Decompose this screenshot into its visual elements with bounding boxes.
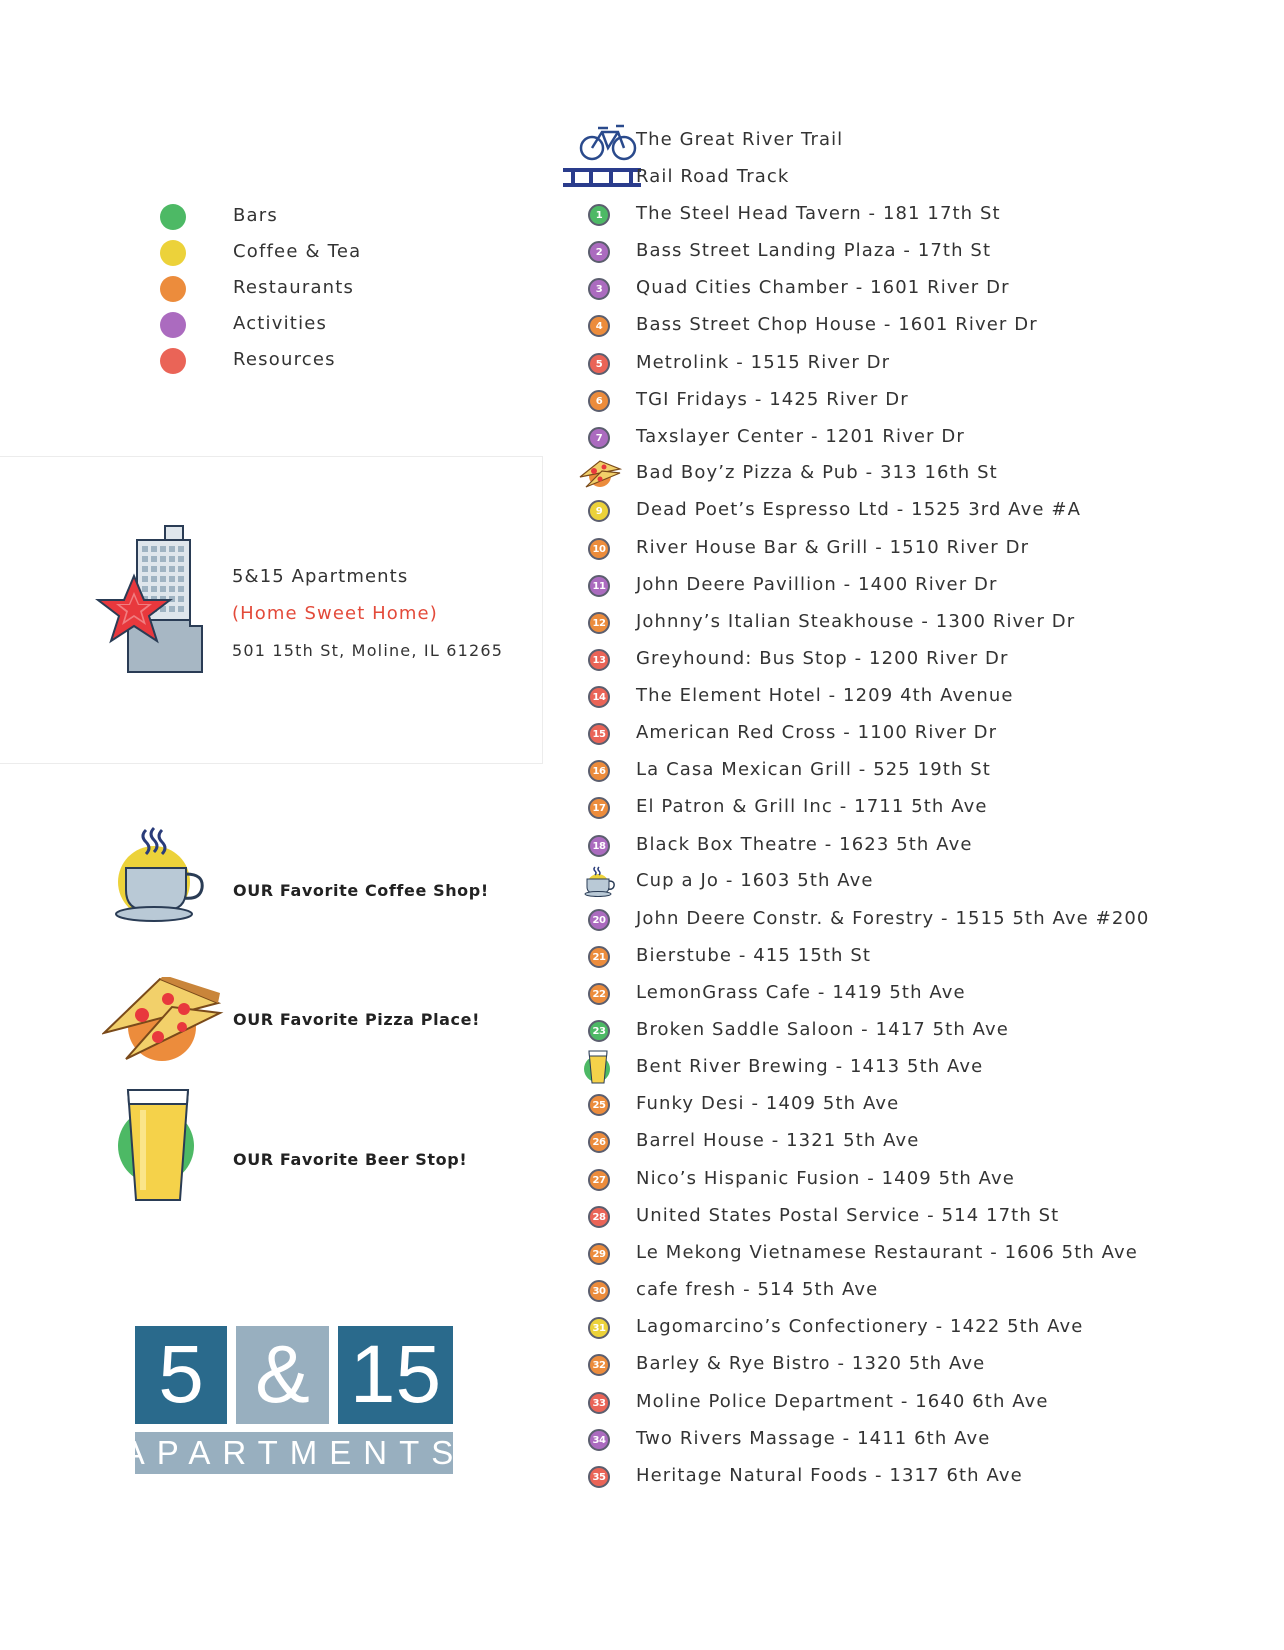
place-item (540, 346, 1260, 382)
home-title: 5&15 Apartments (232, 566, 409, 587)
place-icon (586, 165, 612, 191)
place-number-badge (586, 721, 612, 747)
place-label: Le Mekong Vietnamese Restaurant - 1606 5th Ave (636, 1242, 1138, 1263)
place-item (540, 493, 1260, 529)
legend-label: Restaurants (233, 277, 355, 298)
place-number-badge (586, 647, 612, 673)
place-number-badge (586, 536, 612, 562)
beer-glass-icon (584, 1049, 614, 1085)
number-badge: 28 (588, 1206, 610, 1228)
place-number-badge (586, 1352, 612, 1378)
number-badge: 5 (588, 353, 610, 375)
place-icon (586, 461, 612, 487)
place-item (540, 828, 1260, 864)
place-label: United States Postal Service - 514 17th St (636, 1205, 1060, 1226)
place-item (540, 568, 1260, 604)
number-badge: 23 (588, 1020, 610, 1042)
place-item (540, 123, 1260, 159)
place-item (540, 605, 1260, 641)
home-subtitle: (Home Sweet Home) (232, 603, 438, 624)
place-label: Black Box Theatre - 1623 5th Ave (636, 834, 973, 855)
place-label: John Deere Constr. & Forestry - 1515 5th Ave #200 (636, 908, 1150, 929)
place-label: Funky Desi - 1409 5th Ave (636, 1093, 900, 1114)
legend-item-restaurants (160, 271, 520, 307)
place-item (540, 939, 1260, 975)
number-badge: 18 (588, 835, 610, 857)
number-badge: 14 (588, 686, 610, 708)
logo-apartments-text: APARTMENTS (135, 1432, 453, 1474)
number-badge: 2 (588, 241, 610, 263)
favorite-beer-label: OUR Favorite Beer Stop! (233, 1150, 468, 1169)
place-item (540, 864, 1260, 900)
number-badge: 11 (588, 575, 610, 597)
place-item (540, 160, 1260, 196)
number-badge: 33 (588, 1392, 610, 1414)
place-number-badge (586, 981, 612, 1007)
number-badge: 32 (588, 1354, 610, 1376)
place-icon (586, 1055, 612, 1081)
number-badge: 15 (588, 723, 610, 745)
coffee-cup-icon (114, 826, 210, 924)
number-badge: 12 (588, 612, 610, 634)
number-badge: 1 (588, 204, 610, 226)
place-item (540, 1422, 1260, 1458)
place-item (540, 271, 1260, 307)
place-label: The Great River Trail (636, 129, 844, 150)
place-label: Bass Street Chop House - 1601 River Dr (636, 314, 1038, 335)
place-label: Greyhound: Bus Stop - 1200 River Dr (636, 648, 1009, 669)
place-number-badge (586, 1129, 612, 1155)
place-icon (586, 869, 612, 895)
logo-five: 5 (135, 1326, 227, 1424)
place-item (540, 308, 1260, 344)
resources-dot-icon (160, 348, 186, 374)
building-star-icon (92, 520, 207, 680)
place-item (540, 1310, 1260, 1346)
place-number-badge (586, 276, 612, 302)
place-label: Barley & Rye Bistro - 1320 5th Ave (636, 1353, 986, 1374)
coffee-dot-icon (160, 240, 186, 266)
place-label: Dead Poet’s Espresso Ltd - 1525 3rd Ave #A (636, 499, 1082, 520)
place-item (540, 456, 1260, 492)
place-number-badge (586, 1241, 612, 1267)
legend-item-activities (160, 307, 520, 343)
bars-dot-icon (160, 204, 186, 230)
place-label: Cup a Jo - 1603 5th Ave (636, 870, 874, 891)
place-label: Taxslayer Center - 1201 River Dr (636, 426, 965, 447)
number-badge: 16 (588, 760, 610, 782)
place-label: TGI Fridays - 1425 River Dr (636, 389, 909, 410)
place-number-badge (586, 758, 612, 784)
place-number-badge (586, 425, 612, 451)
place-label: El Patron & Grill Inc - 1711 5th Ave (636, 796, 988, 817)
number-badge: 26 (588, 1131, 610, 1153)
place-number-badge (586, 388, 612, 414)
place-item (540, 383, 1260, 419)
place-item (540, 1199, 1260, 1235)
place-item (540, 753, 1260, 789)
place-number-badge (586, 498, 612, 524)
place-label: River House Bar & Grill - 1510 River Dr (636, 537, 1030, 558)
legend-label: Coffee & Tea (233, 241, 362, 262)
place-label: Two Rivers Massage - 1411 6th Ave (636, 1428, 991, 1449)
place-label: Bad Boy’z Pizza & Pub - 313 16th St (636, 462, 998, 483)
place-number-badge (586, 202, 612, 228)
number-badge: 3 (588, 278, 610, 300)
place-item (540, 976, 1260, 1012)
number-badge: 35 (588, 1466, 610, 1488)
place-item (540, 1162, 1260, 1198)
number-badge: 22 (588, 983, 610, 1005)
place-label: Heritage Natural Foods - 1317 6th Ave (636, 1465, 1023, 1486)
number-badge: 25 (588, 1094, 610, 1116)
place-item (540, 679, 1260, 715)
pizza-slice-icon (102, 977, 226, 1063)
legend-label: Bars (233, 205, 278, 226)
home-address: 501 15th St, Moline, IL 61265 (232, 641, 504, 660)
place-item (540, 642, 1260, 678)
place-number-badge (586, 351, 612, 377)
place-item (540, 197, 1260, 233)
place-number-badge (586, 1167, 612, 1193)
number-badge: 10 (588, 538, 610, 560)
legend-label: Resources (233, 349, 336, 370)
place-label: cafe fresh - 514 5th Ave (636, 1279, 879, 1300)
place-item (540, 1385, 1260, 1421)
place-item (540, 531, 1260, 567)
apartments-logo (122, 1326, 466, 1474)
legend-item-resources (160, 343, 520, 379)
place-number-badge (586, 684, 612, 710)
place-number-badge (586, 1018, 612, 1044)
place-label: Rail Road Track (636, 166, 790, 187)
place-label: Metrolink - 1515 River Dr (636, 352, 891, 373)
place-number-badge (586, 1204, 612, 1230)
number-badge: 13 (588, 649, 610, 671)
place-number-badge (586, 239, 612, 265)
number-badge: 30 (588, 1280, 610, 1302)
number-badge: 4 (588, 315, 610, 337)
number-badge: 29 (588, 1243, 610, 1265)
place-label: LemonGrass Cafe - 1419 5th Ave (636, 982, 966, 1003)
place-label: Bierstube - 415 15th St (636, 945, 872, 966)
place-number-badge (586, 610, 612, 636)
favorite-pizza-label: OUR Favorite Pizza Place! (233, 1010, 480, 1029)
number-badge: 31 (588, 1317, 610, 1339)
place-label: La Casa Mexican Grill - 525 19th St (636, 759, 991, 780)
place-label: The Element Hotel - 1209 4th Avenue (636, 685, 1014, 706)
number-badge: 9 (588, 500, 610, 522)
place-item (540, 1459, 1260, 1495)
place-number-badge (586, 1427, 612, 1453)
legend-label: Activities (233, 313, 328, 334)
legend-item-bars (160, 199, 520, 235)
place-number-badge (586, 833, 612, 859)
bicycle-icon (578, 122, 638, 162)
place-item (540, 1236, 1260, 1272)
number-badge: 6 (588, 390, 610, 412)
place-item (540, 1347, 1260, 1383)
place-item (540, 1013, 1260, 1049)
place-label: Quad Cities Chamber - 1601 River Dr (636, 277, 1010, 298)
place-number-badge (586, 1315, 612, 1341)
place-label: John Deere Pavillion - 1400 River Dr (636, 574, 998, 595)
place-label: Bent River Brewing - 1413 5th Ave (636, 1056, 984, 1077)
restaurants-dot-icon (160, 276, 186, 302)
place-label: Moline Police Department - 1640 6th Ave (636, 1391, 1049, 1412)
place-label: Lagomarcino’s Confectionery - 1422 5th Ave (636, 1316, 1084, 1337)
favorite-coffee-label: OUR Favorite Coffee Shop! (233, 881, 489, 900)
logo-ampersand: & (236, 1326, 329, 1424)
place-number-badge (586, 1092, 612, 1118)
place-number-badge (586, 907, 612, 933)
place-number-badge (586, 795, 612, 821)
number-badge: 34 (588, 1429, 610, 1451)
activities-dot-icon (160, 312, 186, 338)
rail-track-icon (563, 165, 643, 191)
place-label: American Red Cross - 1100 River Dr (636, 722, 998, 743)
place-item (540, 902, 1260, 938)
beer-glass-icon (116, 1086, 200, 1204)
number-badge: 7 (588, 427, 610, 449)
place-label: Johnny’s Italian Steakhouse - 1300 River Dr (636, 611, 1076, 632)
number-badge: 21 (588, 946, 610, 968)
place-label: Broken Saddle Saloon - 1417 5th Ave (636, 1019, 1009, 1040)
number-badge: 20 (588, 909, 610, 931)
place-label: Barrel House - 1321 5th Ave (636, 1130, 920, 1151)
place-icon (586, 128, 612, 154)
place-number-badge (586, 573, 612, 599)
place-label: The Steel Head Tavern - 181 17th St (636, 203, 1001, 224)
place-item (540, 790, 1260, 826)
place-number-badge (586, 1390, 612, 1416)
place-number-badge (586, 1464, 612, 1490)
place-item (540, 1124, 1260, 1160)
place-item (540, 716, 1260, 752)
place-item (540, 1050, 1260, 1086)
coffee-cup-icon (583, 865, 617, 897)
place-number-badge (586, 944, 612, 970)
place-label: Nico’s Hispanic Fusion - 1409 5th Ave (636, 1168, 1015, 1189)
place-number-badge (586, 1278, 612, 1304)
place-item (540, 1273, 1260, 1309)
place-item (540, 1087, 1260, 1123)
number-badge: 27 (588, 1169, 610, 1191)
place-item (540, 420, 1260, 456)
place-number-badge (586, 313, 612, 339)
legend-item-coffee (160, 235, 520, 271)
place-label: Bass Street Landing Plaza - 17th St (636, 240, 992, 261)
place-item (540, 234, 1260, 270)
number-badge: 17 (588, 797, 610, 819)
logo-fifteen: 15 (338, 1326, 453, 1424)
pizza-slice-icon (578, 459, 622, 489)
